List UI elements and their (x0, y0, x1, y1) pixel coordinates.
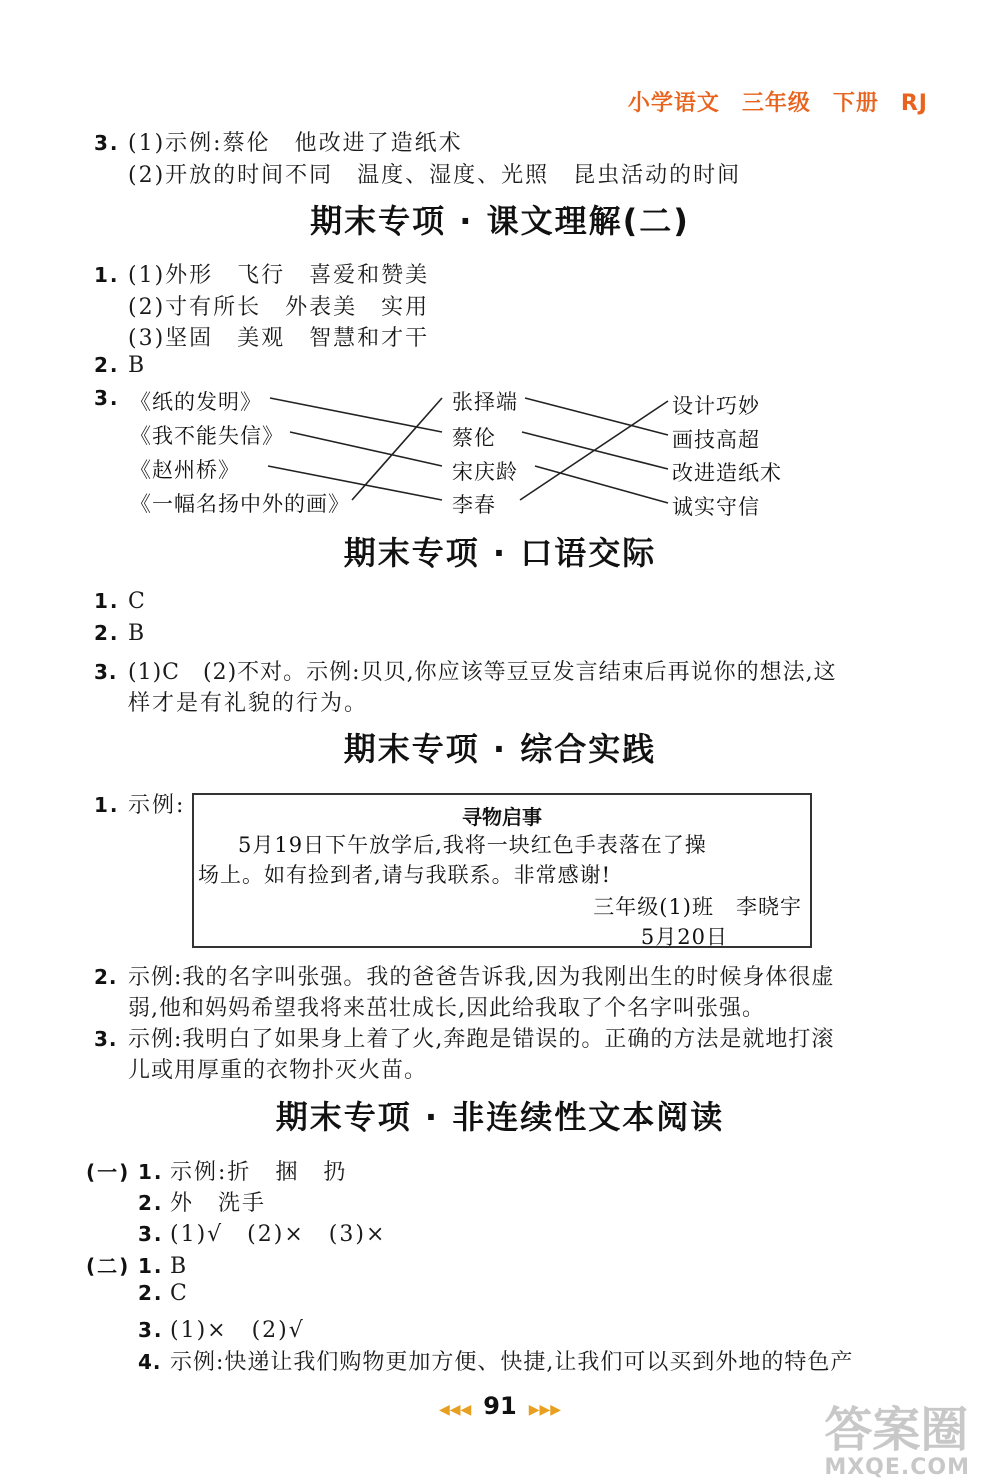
question-number: 1. (138, 1160, 164, 1184)
question-number: 2. (94, 965, 118, 989)
section-title: 期末专项 · 非连续性文本阅读 (275, 1098, 725, 1136)
question-number: 4. (138, 1350, 162, 1374)
part-label: (一) (86, 1160, 131, 1184)
answer-text: (1)示例:蔡伦 他改进了造纸术 (128, 131, 463, 156)
match-book-1: 《纸的发明》 (130, 390, 262, 414)
answer-line: (2)寸有所长 外表美 实用 (128, 295, 430, 320)
match-trait-4: 诚实守信 (672, 495, 760, 519)
notice-line: 场上。如有捡到者,请与我联系。非常感谢! (198, 863, 612, 887)
question-number: 3. (94, 386, 120, 410)
answer-line (94, 621, 146, 646)
question-number: 1. (94, 263, 120, 287)
answer-line: (3)坚固 美观 智慧和才干 (128, 326, 430, 351)
answer-text: 示例:快递让我们购物更加方便、快捷,让我们可以买到外地的特色产 (170, 1350, 854, 1375)
match-person-3: 宋庆龄 (452, 460, 518, 484)
answer-text: C (170, 1281, 189, 1306)
match-person-2: 蔡伦 (452, 426, 496, 450)
question-number: 3. (94, 1027, 118, 1051)
section-title: 期末专项 · 课文理解(二) (310, 202, 690, 240)
part-label: (二) (86, 1254, 131, 1278)
answer-line (138, 1281, 189, 1306)
answer-line (94, 655, 837, 686)
question-number: 2. (94, 353, 120, 377)
notice-date: 5月20日 (640, 925, 728, 949)
answer-line: 弱,他和妈妈希望我将来茁壮成长,因此给我取了个名字叫张强。 (128, 996, 765, 1021)
answer-text: (1)C (2)不对。示例:贝贝,你应该等豆豆发言结束后再说你的想法,这 (128, 660, 837, 685)
match-book-4: 《一幅名扬中外的画》 (130, 492, 350, 516)
answer-text: (1)× (2)√ (170, 1318, 305, 1343)
question-number: 3. (94, 660, 118, 684)
match-trait-2: 画技高超 (672, 428, 760, 452)
match-line (268, 466, 442, 500)
match-book-2: 《我不能失信》 (130, 424, 284, 448)
match-trait-3: 改进造纸术 (672, 461, 782, 485)
answer-line (94, 788, 185, 819)
header-edition: RJ (900, 91, 928, 116)
answer-line (94, 1022, 834, 1053)
match-person-4: 李春 (452, 493, 496, 517)
answer-line (86, 1250, 188, 1279)
notice-signature: 三年级(1)班 李晓宇 (593, 895, 802, 919)
answer-line (86, 1155, 347, 1186)
header-grade: 三年级 (741, 91, 811, 116)
answer-text: 外 洗手 (170, 1191, 267, 1216)
page-number (420, 1392, 580, 1420)
next-arrows-icon: ▶▶▶ (528, 1402, 562, 1418)
notice-title: 寻物启事 (462, 805, 542, 829)
question-number: 2. (138, 1281, 164, 1305)
match-line (290, 432, 442, 466)
question-number: 1. (138, 1254, 164, 1278)
match-line (535, 466, 668, 503)
watermark (824, 1402, 970, 1480)
page-number-text: 91 (483, 1392, 517, 1420)
answer-text: C (128, 589, 147, 614)
header-volume: 下册 (832, 91, 879, 116)
answer-text: 示例:折 捆 扔 (170, 1160, 348, 1185)
answer-line (138, 1186, 266, 1217)
match-book-3: 《赵州桥》 (130, 458, 240, 482)
question-number: 1. (94, 589, 120, 613)
answer-text: 示例:我明白了如果身上着了火,奔跑是错误的。正确的方法是就地打滚 (128, 1027, 835, 1052)
answer-line: 样才是有礼貌的行为。 (128, 691, 369, 716)
answer-text: (1)外形 飞行 喜爱和赞美 (128, 263, 430, 288)
answer-line (94, 589, 147, 614)
section-title: 期末专项 · 口语交际 (343, 534, 657, 572)
question-number: 3. (138, 1222, 164, 1246)
match-person-1: 张择端 (452, 390, 518, 414)
question-number: 2. (94, 621, 120, 645)
watermark-site: MXQE.COM (824, 1455, 970, 1480)
answer-line (138, 1345, 853, 1376)
question-number: 1. (94, 793, 120, 817)
answer-line (138, 1217, 386, 1248)
answer-text: 示例:我的名字叫张强。我的爸爸告诉我,因为我刚出生的时候身体很虚 (128, 965, 835, 990)
notice-line: 5月19日下午放学后,我将一块红色手表落在了操 (238, 833, 707, 857)
answer-line (138, 1313, 305, 1344)
answer-line (94, 960, 834, 991)
question-number: 3. (94, 131, 120, 155)
answer-line: (2)开放的时间不同 温度、湿度、光照 昆虫活动的时间 (128, 163, 742, 188)
answer-text: B (128, 353, 147, 378)
answer-text: 示例: (128, 793, 186, 818)
answer-line: 儿或用厚重的衣物扑灭火苗。 (128, 1058, 428, 1083)
section-title: 期末专项 · 综合实践 (343, 730, 657, 768)
match-trait-1: 设计巧妙 (672, 394, 760, 418)
lost-notice-box (192, 793, 812, 948)
prev-arrows-icon: ◀◀◀ (438, 1402, 472, 1418)
watermark-logo: 答案圈 (824, 1402, 969, 1458)
question-number: 3. (138, 1318, 164, 1342)
match-line (525, 398, 668, 435)
question-number: 2. (138, 1191, 164, 1215)
answer-text: B (170, 1254, 189, 1279)
answer-text: (1)√ (2)× (3)× (170, 1222, 387, 1247)
header-subject: 小学语文 (627, 91, 720, 116)
answer-text: B (128, 621, 147, 646)
